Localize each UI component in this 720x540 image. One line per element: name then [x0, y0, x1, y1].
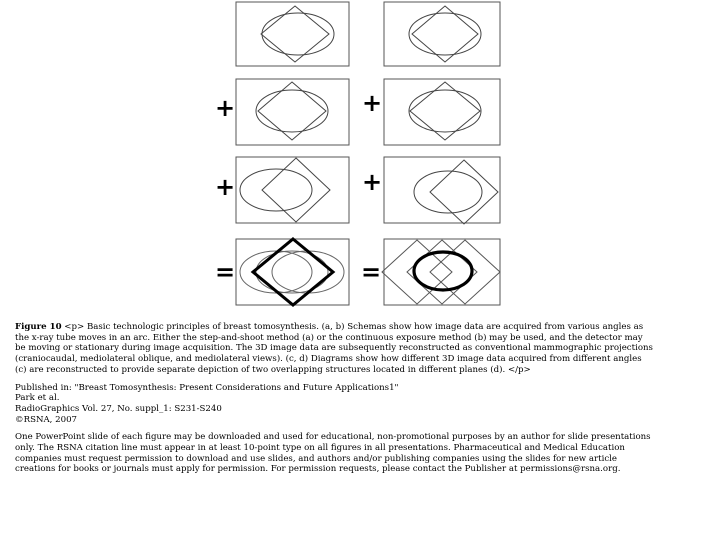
published-in: Published in: "Breast Tomosynthesis: Present Considerations and Future Applications1": [15, 382, 399, 393]
journal-reference: RadioGraphics Vol. 27, No. suppl_1: S231-S240: [15, 403, 222, 414]
plus-operator-right-2: +: [361, 168, 383, 196]
panel-right-1: [384, 2, 500, 66]
equals-operator-right: =: [360, 258, 382, 286]
plus-operator-right-1: +: [361, 89, 383, 117]
panel-right-2: [384, 79, 500, 145]
caption-text: <p> Basic technologic principles of breast tomosynthesis. (a, b) Schemas show how image data are acquired from various angles as the x-ray tube moves in an arc. Either the step-and-shoot method (a) or the continuous exposure method (b) may be used, and the detector may be moving or stationary during image acquisition. The 3D image data are subsequently reconstructed as conventional mammographic projections (craniocaudal, mediolateral oblique, and mediolateral views). (c, d) Diagrams show how different 3D image data acquired from different angles (c) are reconstructed to provide separate depiction of two overlapping structures located in different planes (d). </p>: [15, 322, 653, 375]
figure-caption-block: [15, 322, 655, 482]
authors: Park et al.: [15, 393, 60, 404]
figure-caption: [15, 322, 655, 376]
panel-left-1: [236, 2, 349, 66]
permission-notice: One PowerPoint slide of each figure may be downloaded and used for educational, non-promotional purposes by an author for slide presentations only. The RSNA citation line must appear in at least 10-point type on all figures in all presentations. Pharmaceutical and Medical Education companies must request permission to download and use slides, and authors and/or publishing companies using the slides for new article creations for books or journals must apply for permission. For permission requests, please contact the Publisher at permissions@rsna.org.: [15, 432, 651, 475]
citation: [15, 383, 655, 426]
panel-right-3: [384, 157, 500, 224]
equals-operator-left: =: [214, 258, 236, 286]
plus-operator-left-2: +: [214, 173, 236, 201]
plus-operator-left-1: +: [214, 94, 236, 122]
panel-left-3: [236, 157, 349, 223]
panel-left-4: [236, 239, 349, 305]
figure-label: Figure 10: [15, 322, 62, 332]
panel-right-4: [382, 239, 500, 305]
panel-left-2: [236, 79, 349, 145]
copyright: ©RSNA, 2007: [15, 414, 78, 425]
